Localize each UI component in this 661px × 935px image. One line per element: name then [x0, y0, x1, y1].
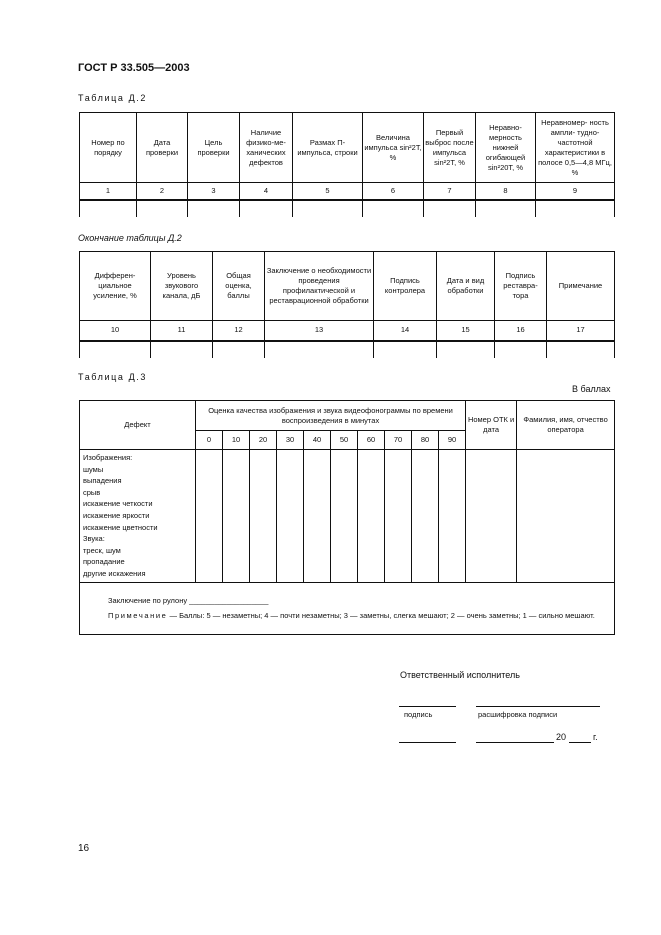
list-item: искажение цветности	[83, 522, 158, 532]
col-number: 10	[80, 321, 151, 341]
col-header: Цель проверки	[188, 113, 240, 183]
decode-label: расшифровка подписи	[478, 710, 558, 719]
note-label: Примечание	[108, 611, 168, 621]
col-number: 17	[547, 321, 615, 341]
minute-header: 10	[223, 431, 250, 450]
col-header-rating: Оценка качества изображения и звука видеофонограммы по времени воспроизведения в минутах	[196, 401, 466, 431]
minute-header: 40	[304, 431, 331, 450]
col-header: Дифферен- циальное усиление, %	[80, 252, 151, 321]
document-header: ГОСТ Р 33.505—2003	[78, 62, 190, 74]
table-d2-caption: Таблица Д.2	[78, 93, 147, 103]
date-line	[399, 742, 456, 743]
minute-header: 20	[250, 431, 277, 450]
col-header: Дата проверки	[137, 113, 188, 183]
note-text: — Баллы: 5 — незаметны; 4 — почти незаметны; 3 — заметны, слегка мешают; 2 — очень заметны; 1 — сильно мешают.	[167, 611, 595, 621]
col-number: 6	[363, 183, 424, 200]
col-number: 3	[188, 183, 240, 200]
col-number: 16	[495, 321, 547, 341]
col-header: Дата и вид обработки	[437, 252, 495, 321]
minute-header: 30	[277, 431, 304, 450]
col-number: 2	[137, 183, 188, 200]
col-header: Уровень звукового канала, дБ	[151, 252, 213, 321]
table-row	[80, 341, 615, 358]
minute-header: 0	[196, 431, 223, 450]
list-item: срыв	[83, 487, 101, 497]
signature-line	[399, 706, 456, 707]
col-header: Примечание	[547, 252, 615, 321]
list-item: шумы	[83, 464, 104, 474]
minute-header: 90	[439, 431, 466, 450]
table-d3	[79, 400, 615, 635]
table-d2-end	[79, 251, 615, 358]
table-d3-caption: Таблица Д.3	[78, 372, 147, 382]
table-d2-end-caption: Окончание таблицы Д.2	[78, 233, 182, 243]
col-number: 11	[151, 321, 213, 341]
list-item: треск, шум	[83, 545, 121, 555]
conclusion-cell	[80, 582, 615, 634]
col-number: 14	[374, 321, 437, 341]
col-header-operator: Фамилия, имя, отчество оператора	[517, 401, 615, 450]
col-header: Наличие физико-ме- ханических дефектов	[240, 113, 293, 183]
col-header: Заключение о необходимости проведения профилактической и реставрационной обработки	[265, 252, 374, 321]
col-number: 13	[265, 321, 374, 341]
year-line	[569, 742, 591, 743]
responsible-title: Ответственный исполнитель	[400, 670, 520, 680]
decode-line	[476, 706, 600, 707]
col-number: 7	[424, 183, 476, 200]
col-number: 15	[437, 321, 495, 341]
col-header: Неравно- мерность нижней огибающей sin²20T, %	[476, 113, 536, 183]
col-number: 9	[536, 183, 615, 200]
list-item: искажение яркости	[83, 510, 150, 520]
year-prefix: 20	[556, 732, 567, 742]
col-number: 8	[476, 183, 536, 200]
table-d2	[79, 112, 615, 217]
col-number: 1	[80, 183, 137, 200]
note-paragraph	[88, 608, 606, 623]
col-header: Неравномер- ность ампли- тудно-частотной характеристики в полосе 0,5—4,8 МГц, %	[536, 113, 615, 183]
date-line	[476, 742, 554, 743]
defect-list	[80, 450, 196, 583]
col-header-defect: Дефект	[80, 401, 196, 450]
col-header-otk: Номер ОТК и дата	[466, 401, 517, 450]
table-row	[80, 200, 615, 217]
sign-label: подпись	[404, 710, 433, 719]
list-item: Изображения:	[83, 453, 133, 462]
minute-header: 60	[358, 431, 385, 450]
col-number: 4	[240, 183, 293, 200]
col-number: 12	[213, 321, 265, 341]
minute-header: 70	[385, 431, 412, 450]
col-header: Общая оценка, баллы	[213, 252, 265, 321]
col-header: Величина импульса sin²2T, %	[363, 113, 424, 183]
col-header: Подпись реставра- тора	[495, 252, 547, 321]
col-header: Первый выброс после импульса sin²2T, %	[424, 113, 476, 183]
list-item: Звука:	[83, 534, 105, 544]
col-number: 5	[293, 183, 363, 200]
minute-header: 50	[331, 431, 358, 450]
year-suffix: г.	[593, 732, 598, 742]
minute-header: 80	[412, 431, 439, 450]
col-header: Номер по порядку	[80, 113, 137, 183]
conclusion-text: Заключение по рулону ___________________	[108, 596, 269, 606]
col-header: Размах П-импульса, строки	[293, 113, 363, 183]
list-item: другие искажения	[83, 568, 146, 578]
col-header: Подпись контролера	[374, 252, 437, 321]
page-number: 16	[78, 843, 90, 854]
units-label: В баллах	[572, 384, 611, 394]
list-item: выпадения	[83, 476, 122, 486]
list-item: пропадание	[83, 557, 125, 567]
list-item: искажение четкости	[83, 499, 153, 509]
